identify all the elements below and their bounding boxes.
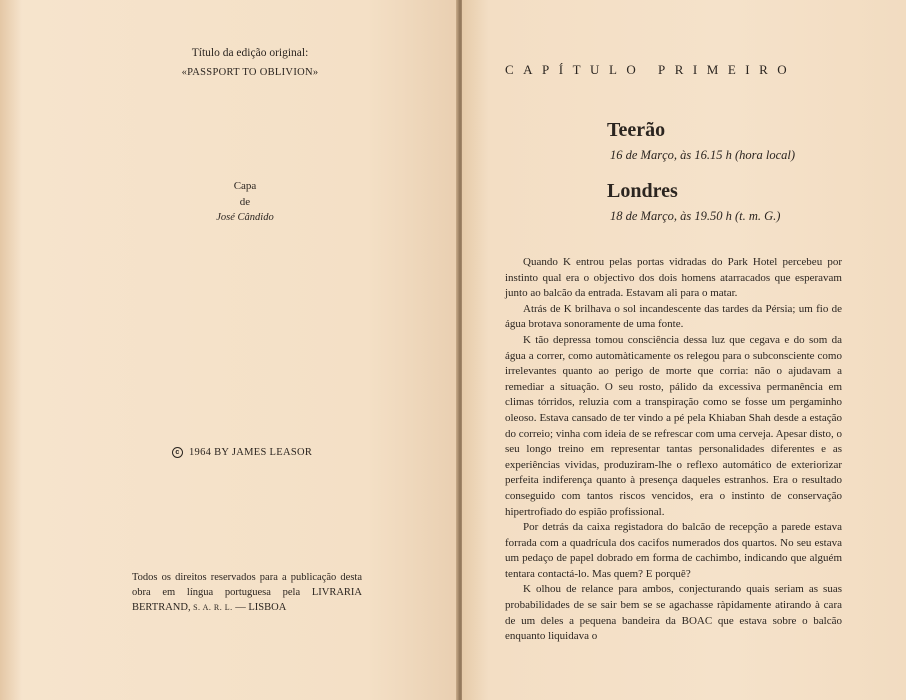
rights-publisher: LIVRARIA BERTRAND, — [132, 587, 362, 613]
chapter-body — [505, 255, 842, 645]
cover-label: Capa — [233, 180, 257, 192]
rights-sarl: S. A. R. L. — [190, 603, 233, 612]
paragraph: K tão depressa tomou consciência dessa luz que cegava e do som da água a correr, como automàticamente os relegou para o subconsciente como irrelevantes quanto ao perigo de morte que corria: não o ajudavam a remediar a situação. O seu rosto, pálido da excessiva permanência em climas tórridos, reluzia com a transpiração como se fosse um pergaminho oleoso. Estava cansado de ter vindo a pé pela Khiaban Shah desde a estação do correio; vinha com ideia de se refrescar com uma cerveja. Apesar disto, o seu longo treino em representar tantas personalidades diferentes e as experiências vividas, produziram-lhe o reflexo automático de exteriorizar perfeita indiferença quanto à presença daqueles estranhos. Era o resultado conseguido com tantos riscos vencidos, era o instinto de conservação hipertrofiado do espião profissional. — [505, 333, 842, 518]
left-page-edge — [0, 0, 22, 700]
copyright-text: 1964 BY JAMES LEASOR — [189, 447, 313, 458]
paragraph: Quando K entrou pelas portas vidradas do Park Hotel percebeu por instinto qual era o objectivo dos dois homens atarracados que esperavam junto ao balcão da entrada. Estavam ali para o matar. — [505, 256, 842, 300]
original-title: «PASSPORT TO OBLIVION» — [181, 67, 319, 78]
copyright-icon: c — [172, 447, 183, 458]
chapter-heading: CAPÍTULO PRIMEIRO — [505, 62, 797, 77]
rights-text: Todos os direitos reservados para a publicação desta obra em língua portuguesa pela — [132, 572, 362, 598]
copyright-notice — [172, 447, 312, 458]
original-edition-label: Título da edição original: — [191, 47, 309, 59]
location-title-2: Londres — [607, 180, 678, 202]
location-title-1: Teerão — [607, 119, 666, 141]
paragraph: Atrás de K brilhava o sol incandescente das tardes da Pérsia; um fio de água brotava sonoramente de uma fonte. — [505, 302, 842, 331]
paragraph: K olhou de relance para ambos, conjecturando quais seriam as suas probabilidades de se sair bem se se agachasse ràpidamente atirando à cara de um deles a pequena bandeira da BOAC que estava sobre o balcão enquanto liquidava o — [505, 583, 842, 643]
cover-artist: José Cândido — [216, 212, 274, 223]
rights-city: — LISBOA — [232, 602, 287, 613]
cover-de: de — [239, 196, 251, 208]
location-date-1: 16 de Março, às 16.15 h (hora local) — [610, 148, 796, 162]
paragraph: Por detrás da caixa registadora do balcão de recepção a parede estava forrada com a quadrícula dos cacifos numerados dos quartos. No seu estava um pedaço de papel dobrado em forma de cachimbo, indicando que alguém tentara contactá-lo. Mas quem? E porquê? — [505, 521, 842, 580]
rights-notice — [132, 570, 362, 615]
location-date-2: 18 de Março, às 19.50 h (t. m. G.) — [610, 209, 781, 223]
